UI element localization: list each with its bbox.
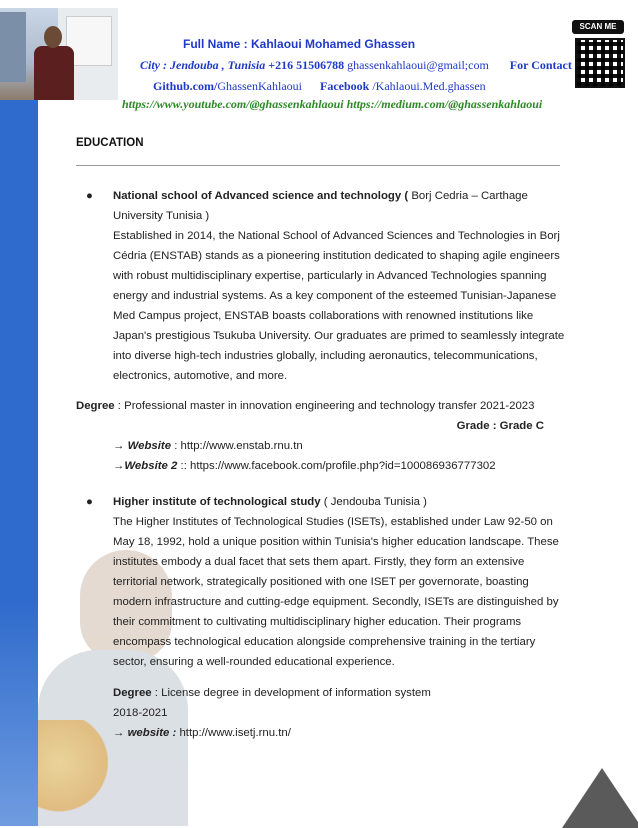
email-link[interactable]: ghassenkahlaoui@gmail;com (347, 58, 489, 72)
school-name: National school of Advanced science and technology ( (113, 190, 409, 202)
school-name: Higher institute of technological study (113, 496, 321, 508)
corner-triangle-decoration (562, 768, 638, 828)
scan-me-label: SCAN ME (572, 20, 624, 34)
website2-link[interactable]: :: https://www.facebook.com/profile.php?id=100086936777302 (177, 460, 496, 472)
left-accent-bar-fade (0, 600, 38, 826)
school-location: Borj Cedria – Carthage University Tunisia ) (113, 190, 528, 222)
degree-row (76, 683, 566, 703)
facebook-label: Facebook (320, 79, 370, 93)
section-divider (76, 165, 560, 166)
profiles-line (153, 79, 486, 94)
website-label: Website (127, 440, 172, 452)
website-label: website : (127, 727, 177, 739)
degree-text: : Professional master in innovation engineering and technology transfer 2021-2023 (114, 400, 535, 412)
qr-code-icon[interactable] (575, 38, 625, 88)
website-link[interactable]: http://www.isetj.rnu.tn/ (176, 727, 291, 739)
degree-years: 2018-2021 (113, 707, 168, 719)
contact-label: For Contact (509, 58, 572, 72)
website2-label: Website 2 (124, 460, 178, 472)
city: City : Jendouba , Tunisia (140, 58, 266, 72)
arrow-icon: → (113, 727, 128, 739)
degree-label: Degree (113, 687, 152, 699)
degree-label: Degree (76, 400, 115, 412)
school-description: Established in 2014, the National School of Advanced Sciences and Technologies in Borj Cédria (ENSTAB) stands as a pioneering institution dedicated to shaping agile engineers with robust multidisciplinary expertise, particularly in Advanced Technologies spanning energy and industrial systems. As a key component of the esteemed Tunisian-Japanese Med Campus project, ENSTAB boasts collaborations with renowned institutions like Japan's prestigious Tsukuba University. Our graduates are primed to seamlessly integrate into diverse high-tech industries globally, including aeronautics, telecommunications, electronics, automotive, and more. (113, 230, 565, 382)
education-entry-1 (76, 186, 566, 386)
school-location: ( Jendouba Tunisia ) (320, 496, 427, 508)
github-label: Github.com/ (153, 79, 218, 93)
qr-code-block[interactable] (572, 20, 624, 92)
profile-photo (0, 8, 118, 100)
bullet-icon: ● (86, 190, 93, 202)
education-entry-2 (76, 492, 566, 672)
bullet-icon: ● (86, 496, 93, 508)
contact-line (140, 58, 572, 73)
degree-row (76, 396, 566, 416)
website2-row (76, 456, 566, 476)
arrow-icon: → (113, 460, 125, 472)
grade: Grade : Grade C (456, 420, 544, 432)
website-link[interactable]: : http://www.enstab.rnu.tn (171, 440, 303, 452)
school-description: The Higher Institutes of Technological Studies (ISETs), established under Law 92-50 on May 18, 1992, hold a unique position within Tunisia's higher education landscape. These institutes embody a dual facet that sets them apart. Firstly, they form an extensive territorial network, strategically positioned with one ISET per governorate, boasting modern infrastructure and cutting-edge equipment. Secondly, ISETs are distinguished by their commitment to cultivating multidisciplinary higher education. Their programs encompass technological education alongside comprehensive training in the tertiary sector, ensuring a well-rounded educational experience. (113, 516, 559, 668)
section-title: EDUCATION (76, 137, 144, 149)
github-link[interactable]: GhassenKahlaoui (217, 79, 302, 93)
full-name: Full Name : Kahlaoui Mohamed Ghassen (183, 37, 416, 51)
degree-text: : License degree in development of information system (151, 687, 431, 699)
arrow-icon: → (113, 440, 128, 452)
phone-number: +216 51506788 (268, 58, 345, 72)
website-row (76, 723, 566, 743)
facebook-link[interactable]: /Kahlaoui.Med.ghassen (372, 79, 486, 93)
education-content (76, 186, 566, 743)
social-links[interactable]: https://www.youtube.com/@ghassenkahlaoui https://medium.com/@ghassenkahlaoui (122, 97, 543, 111)
website-row (76, 436, 566, 456)
